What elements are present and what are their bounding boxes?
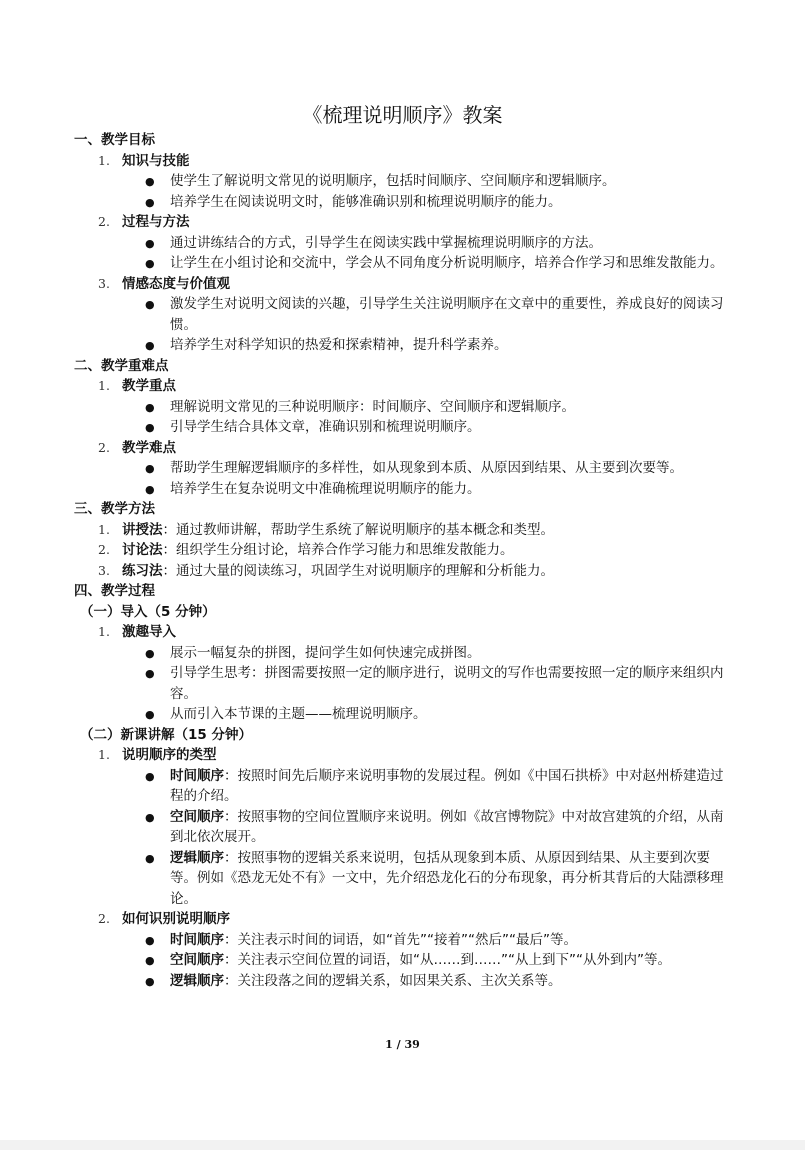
bullet-term: 时间顺序 [170, 931, 224, 948]
subsection-label: 情感态度与价值观 [122, 275, 230, 292]
bullet-text: ：关注段落之间的逻辑关系，如因果关系、主次关系等。 [224, 972, 562, 989]
bullet-text: ：按照事物的空间位置顺序来说明。例如《故宫博物院》中对故宫建筑的介绍，从南到北依次展开。 [170, 808, 724, 845]
bullet-icon: ● [145, 462, 155, 475]
bullet-text: ：按照时间先后顺序来说明事物的发展过程。例如《中国石拱桥》中对赵州桥建造过程的介绍。 [170, 767, 724, 804]
bullet-text: 使学生了解说明文常见的说明顺序，包括时间顺序、空间顺序和逻辑顺序。 [170, 173, 616, 189]
bullet-text: 理解说明文常见的三种说明顺序：时间顺序、空间顺序和逻辑顺序。 [170, 398, 575, 415]
bullet-icon: ● [145, 708, 155, 721]
bullet-icon: ● [145, 667, 155, 680]
list-item [98, 909, 805, 930]
bullet-item [145, 417, 728, 438]
bullet-icon: ● [145, 421, 155, 434]
method-text: ：通过大量的阅读练习，巩固学生对说明顺序的理解和分析能力。 [162, 562, 554, 579]
list-number: 2. [98, 542, 110, 557]
bullet-item [145, 233, 728, 254]
subsection-label: 教学重点 [122, 378, 176, 394]
bullet-item [145, 950, 728, 971]
bullet-item [145, 848, 728, 910]
bullet-icon: ● [145, 933, 155, 947]
bullet-text: ：关注表示时间的词语，如“首先”“接着”“然后”“最后”等。 [224, 931, 577, 948]
bullet-item [145, 704, 728, 725]
bullet-term: 逻辑顺序 [170, 972, 224, 989]
document-title: 《梳理说明顺序》教案 [302, 103, 503, 127]
bullet-icon: ● [145, 851, 155, 865]
subsection-label: 激趣导入 [122, 624, 176, 640]
bullet-icon: ● [145, 974, 155, 988]
bullet-item [145, 663, 728, 704]
bullet-text: 展示一幅复杂的拼图，提问学生如何快速完成拼图。 [170, 644, 481, 661]
document-body [0, 130, 805, 991]
bullet-icon: ● [145, 195, 155, 209]
bullet-text: 从而引入本节课的主题——梳理说明顺序。 [170, 706, 427, 722]
list-item [98, 438, 805, 459]
bullet-item [145, 458, 728, 479]
bullet-icon: ● [145, 954, 155, 967]
bullet-term: 时间顺序 [170, 767, 224, 784]
list-number: 1. [98, 378, 110, 393]
bullet-item [145, 807, 728, 848]
list-number: 1. [98, 747, 110, 762]
bullet-text: 培养学生在复杂说明文中准确梳理说明顺序的能力。 [170, 480, 481, 497]
bullet-item [145, 335, 728, 356]
list-number: 3. [98, 562, 110, 578]
bullet-text: ：按照事物的逻辑关系来说明，包括从现象到本质、从原因到结果、从主要到次要等。例如《恐龙无处不有》一文中，先介绍恐龙化石的分布现象，再分析其背后的大陆漂移理论。 [170, 849, 724, 907]
subsection-label: 知识与技能 [122, 152, 190, 169]
section-heading-key-points: 二、教学重难点 [74, 357, 169, 374]
section-heading-objectives: 一、教学目标 [74, 132, 155, 148]
bullet-text: ：关注表示空间位置的词语，如“从……到……”“从上到下”“从外到内”等。 [224, 952, 671, 968]
bullet-text: 让学生在小组讨论和交流中，学会从不同角度分析说明顺序，培养合作学习和思维发散能力。 [170, 255, 724, 271]
list-item [98, 376, 805, 397]
bullet-icon: ● [145, 175, 155, 188]
list-number: 1. [98, 624, 110, 639]
list-item [98, 561, 805, 582]
bullet-item [145, 171, 728, 192]
list-item [98, 622, 805, 643]
bullet-term: 空间顺序 [170, 952, 224, 968]
list-number: 3. [98, 275, 110, 291]
bullet-text: 引导学生思考：拼图需要按照一定的顺序进行，说明文的写作也需要按照一定的顺序来组织内容。 [170, 665, 724, 702]
bullet-item [145, 971, 728, 992]
phase-heading-new-lesson: （二）新课讲解（15 分钟） [80, 726, 252, 743]
method-label: 练习法 [122, 562, 163, 579]
bullet-item [145, 643, 728, 664]
bullet-term: 空间顺序 [170, 808, 224, 825]
bullet-icon: ● [145, 400, 155, 414]
bullet-icon: ● [145, 257, 155, 270]
bullet-icon: ● [145, 769, 155, 783]
method-label: 讲授法 [122, 521, 163, 538]
bullet-text: 引导学生结合具体文章，准确识别和梳理说明顺序。 [170, 419, 481, 435]
section-heading-methods: 三、教学方法 [74, 501, 155, 517]
list-item [98, 745, 805, 766]
method-text: ：通过教师讲解，帮助学生系统了解说明顺序的基本概念和类型。 [162, 521, 554, 538]
bullet-item [145, 253, 728, 274]
list-number: 2. [98, 214, 110, 229]
bullet-icon: ● [145, 339, 155, 352]
subsection-label: 如何识别说明顺序 [122, 911, 230, 927]
phase-heading-intro: （一）导入（5 分钟） [80, 603, 216, 620]
bullet-text: 培养学生在阅读说明文时，能够准确识别和梳理说明顺序的能力。 [170, 193, 562, 210]
bullet-icon: ● [145, 482, 155, 496]
bullet-text: 通过讲练结合的方式，引导学生在阅读实践中掌握梳理说明顺序的方法。 [170, 234, 602, 251]
list-number: 1. [98, 152, 110, 168]
bullet-item [145, 294, 728, 335]
method-text: ：组织学生分组讨论，培养合作学习能力和思维发散能力。 [162, 542, 514, 558]
bullet-item [145, 479, 728, 500]
list-item [98, 151, 805, 172]
bullet-icon: ● [145, 236, 155, 250]
bullet-item [145, 192, 728, 213]
section-heading-process: 四、教学过程 [74, 583, 155, 599]
list-item [98, 540, 805, 561]
subsection-label: 说明顺序的类型 [122, 747, 217, 763]
bullet-text: 培养学生对科学知识的热爱和探索精神，提升科学素养。 [170, 337, 508, 353]
bullet-term: 逻辑顺序 [170, 849, 224, 866]
bullet-text: 激发学生对说明文阅读的兴趣，引导学生关注说明顺序在文章中的重要性，养成良好的阅读习惯。 [170, 296, 724, 333]
list-item [98, 520, 805, 541]
bullet-icon: ● [145, 810, 155, 824]
list-number: 2. [98, 911, 110, 926]
page-indicator: 1 / 39 [385, 1038, 420, 1051]
list-item [98, 212, 805, 233]
list-item [98, 274, 805, 295]
bullet-item [145, 397, 728, 418]
subsection-label: 教学难点 [122, 439, 176, 456]
bullet-item [145, 766, 728, 807]
bullet-icon: ● [145, 298, 155, 311]
list-number: 2. [98, 439, 110, 455]
bullet-item [145, 930, 728, 951]
method-label: 讨论法 [122, 542, 163, 558]
list-number: 1. [98, 521, 110, 537]
subsection-label: 过程与方法 [122, 214, 190, 230]
bullet-text: 帮助学生理解逻辑顺序的多样性，如从现象到本质、从原因到结果、从主要到次要等。 [170, 460, 683, 476]
bullet-icon: ● [145, 646, 155, 660]
page-bottom-band [0, 1140, 805, 1150]
